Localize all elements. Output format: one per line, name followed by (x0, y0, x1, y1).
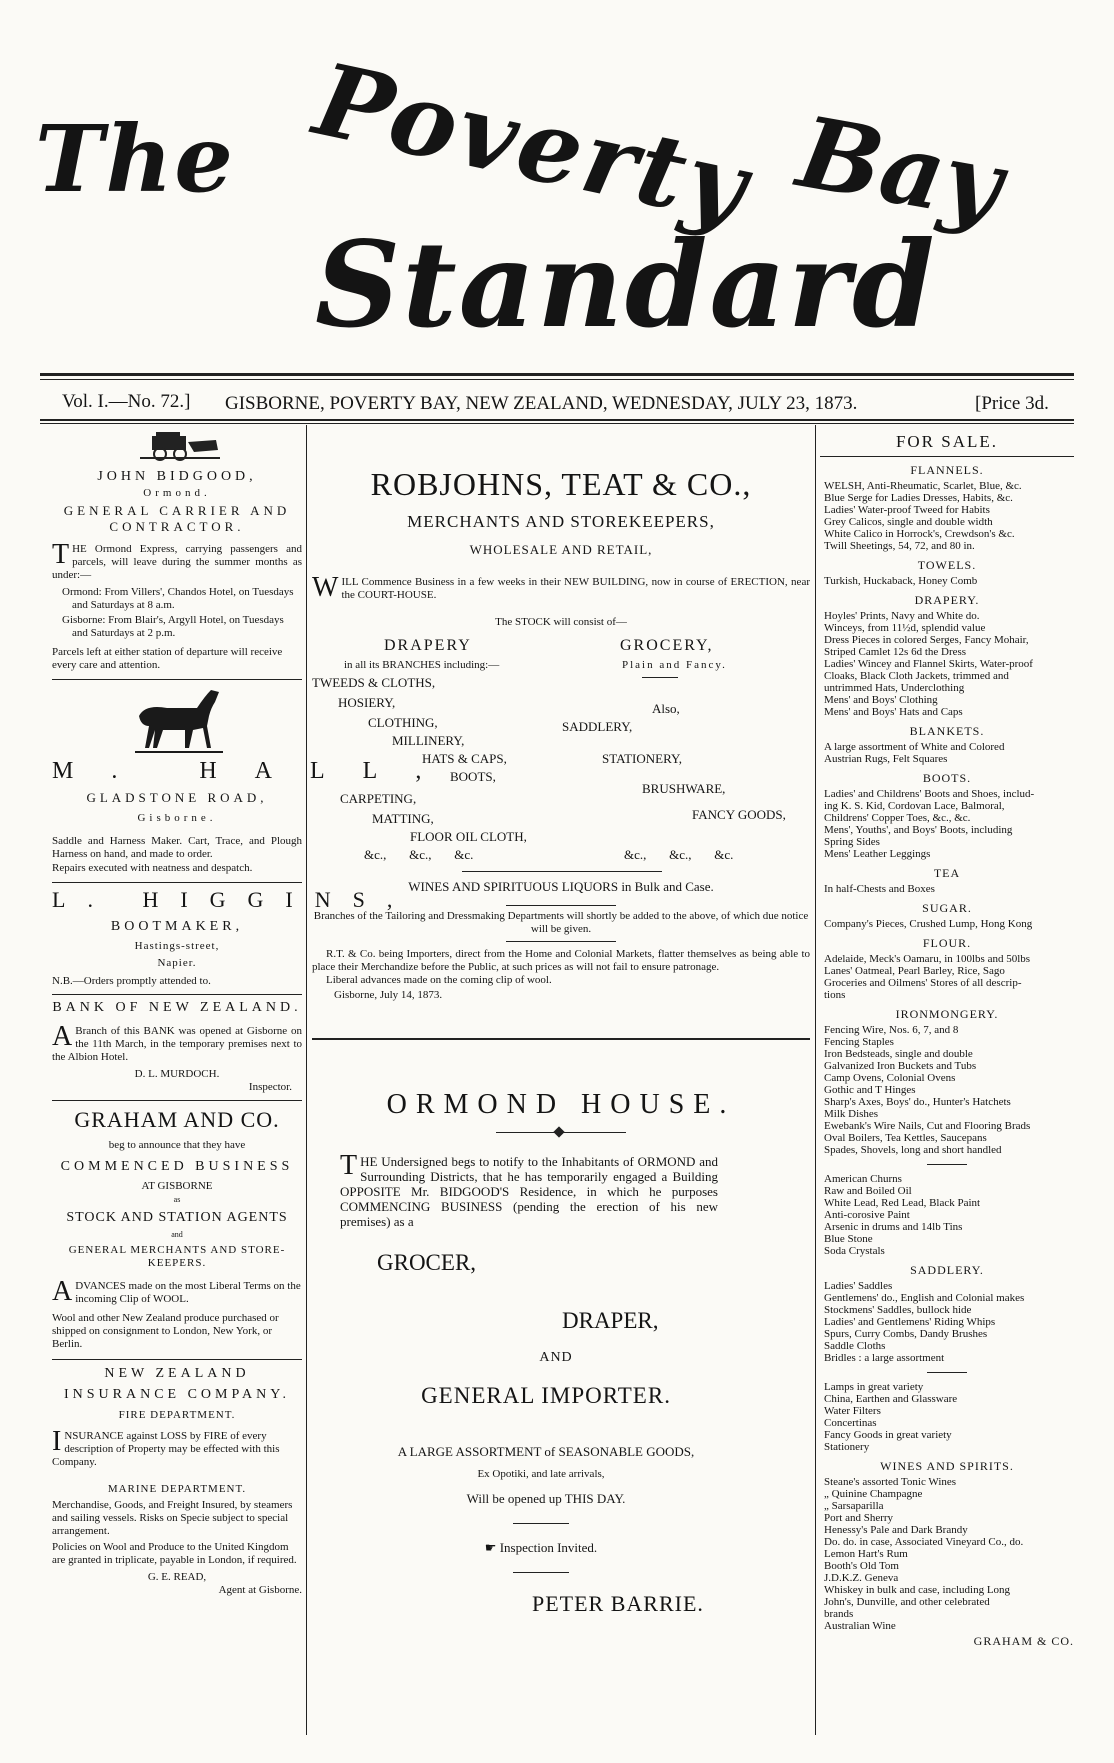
stock-etc1: &c., &c., &c. (364, 847, 474, 862)
ironmongery-list (820, 1024, 1074, 1156)
list-item: Grey Calicos, single and double width (824, 516, 993, 528)
stock-wines: WINES AND SPIRITUOUS LIQUORS in Bulk and Case. (408, 879, 714, 894)
rule (513, 1523, 569, 1524)
stock-boots: BOOTS, (450, 769, 496, 784)
hall-address: GLADSTONE ROAD, (86, 790, 268, 805)
robjohns-title: ROBJOHNS, TEAT & CO., (370, 466, 752, 502)
saddlery-list (820, 1280, 1074, 1364)
list-item: Camp Ovens, Colonial Ovens (824, 1072, 956, 1084)
list-item: Striped Camlet 12s 6d the Dress (824, 646, 967, 658)
list-item: Bridles : a large assortment (824, 1352, 945, 1364)
masthead-bay: Bay (790, 95, 1011, 244)
list-item: Oval Boilers, Tea Kettles, Saucepans (824, 1132, 987, 1144)
masthead-rule-top2 (40, 379, 1074, 380)
rule (52, 994, 302, 995)
hall-body: Saddle and Harness Maker. Cart, Trace, and Plough Harness on hand, and made to order. (52, 835, 302, 860)
towels-heading: TOWELS. (917, 558, 977, 572)
rule (462, 871, 662, 872)
rule (52, 1100, 302, 1101)
wines-heading: WINES AND SPIRITS. (880, 1459, 1014, 1473)
list-item: Austrian Rugs, Felt Squares (824, 753, 948, 765)
flour-heading: FLOUR. (922, 936, 972, 950)
ormond-inspect-row (272, 1540, 810, 1556)
bidgood-line2: Gisborne: From Blair's, Argyll Hotel, on Tuesdays and Saturdays at 2 p.m. (62, 614, 284, 639)
stock-carpeting: CARPETING, (340, 791, 417, 806)
robjohns-sub2: WHOLESALE AND RETAIL, (469, 542, 653, 557)
rule (52, 1359, 302, 1360)
list-item: Twill Sheetings, 54, 72, and 80 in. (824, 540, 975, 552)
list-item: Adelaide, Meck's Oamaru, in 100lbs and 50lbs (824, 953, 1031, 965)
bank-title: BANK OF NEW ZEALAND. (52, 1000, 302, 1015)
bidgood-title: GENERAL CARRIER AND CONTRACTOR. (63, 503, 291, 534)
graham-l5: STOCK AND STATION AGENTS (66, 1210, 288, 1225)
drapery-heading: DRAPERY (384, 637, 472, 654)
insurance-fire: FIRE DEPARTMENT. (118, 1409, 236, 1421)
robjohns-body: WILL Commence Business in a few weeks in their NEW BUILDING, now in course of ERECTION, near the COURT-HOUSE. (312, 572, 810, 603)
hall-foot: Repairs executed with neatness and despatch. (52, 862, 253, 874)
stock-floorcloth: FLOOR OIL CLOTH, (410, 829, 527, 844)
list-item: Childrens' Copper Toes, &c., &c. (824, 812, 971, 824)
list-item: Gothic and T Hinges (824, 1084, 916, 1096)
blankets-list (820, 741, 1074, 765)
rule (506, 905, 616, 906)
list-item: WELSH, Anti-Rheumatic, Scarlet, Blue, &c. (824, 480, 1022, 492)
list-item: Ladies' and Childrens' Boots and Shoes, includ- (824, 788, 1035, 800)
robjohns-date: Gisborne, July 14, 1873. (334, 989, 443, 1001)
ormond-opened: Will be opened up THIS DAY. (466, 1491, 626, 1506)
boots-heading: BOOTS. (922, 771, 972, 785)
grocery-heading: GROCERY, (620, 637, 714, 654)
tea-heading: TEA (933, 866, 961, 880)
bank-role: Inspector. (248, 1081, 292, 1093)
masthead-the: The (35, 105, 235, 213)
rule (927, 1372, 967, 1373)
forsale-title: FOR SALE. (895, 432, 999, 451)
list-item: Mens' and Boys' Hats and Caps (824, 706, 963, 718)
flannels-heading: FLANNELS. (910, 463, 984, 477)
higgins-street: Hastings-street, (134, 940, 220, 952)
robjohns-importers: R.T. & Co. being Importers, direct from the Home and Colonial Markets, flatter themselves as being able to place their Merchandize before the Public, at such prices as will not fail to ensure patronage. (312, 948, 810, 973)
list-item: Winceys, from 11½d, splendid value (824, 622, 986, 634)
saddlery-heading: SADDLERY. (910, 1263, 984, 1277)
list-item: ing K. S. Kid, Cordovan Lace, Balmoral, (824, 800, 1005, 812)
sugar-list (820, 918, 1074, 930)
rule (312, 1038, 810, 1040)
list-item: Concertinas (824, 1417, 877, 1429)
list-item: brands (824, 1608, 854, 1620)
ormond-importer: GENERAL IMPORTER. (421, 1383, 671, 1408)
list-item: Henessy's Pale and Dark Brandy (824, 1524, 968, 1536)
list-item: In half-Chests and Boxes (824, 883, 935, 895)
coach-icon (52, 428, 302, 464)
higgins-trade: BOOTMAKER, (110, 919, 244, 934)
higgins-town: Napier. (157, 957, 197, 969)
insurance-marine-body: Merchandise, Goods, and Freight Insured, by steamers and sailing vessels. Risks on Specie subject to special arrangement. (52, 1499, 293, 1537)
stock-hats: HATS & CAPS, (422, 751, 507, 766)
graham-l1: beg to announce that they have (108, 1139, 246, 1151)
diamond-icon (553, 1126, 564, 1137)
blankets-heading: BLANKETS. (909, 724, 985, 738)
rule (506, 941, 616, 942)
stock-list (312, 633, 810, 899)
stock-clothing: CLOTHING, (368, 715, 438, 730)
list-item: Whiskey in bulk and case, including Long (824, 1584, 1011, 1596)
list-item: Lamps in great variety (824, 1381, 924, 1393)
list-item: Ladies' Wincey and Flannel Skirts, Water-proof (824, 658, 1033, 670)
list-item: Fancy Goods in great variety (824, 1429, 952, 1441)
column-rule-1 (306, 425, 307, 1735)
lamps-list (820, 1381, 1074, 1453)
price: [Price 3d. (975, 393, 1049, 414)
list-item: Milk Dishes (824, 1108, 879, 1120)
boots-list (820, 788, 1074, 860)
masthead-poverty: Poverty (305, 40, 760, 247)
list-item: Do. do. in case, Associated Vineyard Co., do. (824, 1536, 1024, 1548)
bidgood-place: Ormond. (143, 487, 211, 499)
list-item: Water Filters (824, 1405, 881, 1417)
bank-body: ABranch of this BANK was opened at Gisborne on the 11th March, in the temporary premises next to the Albion Hotel. (52, 1021, 302, 1063)
graham-l6: and (171, 1230, 183, 1239)
graham-l3: AT GISBORNE (141, 1180, 213, 1192)
ad-robjohns (312, 464, 810, 1002)
list-item: Groceries and Oilmens' Stores of all descrip- (824, 977, 1022, 989)
list-item: „ Quinine Champagne (824, 1488, 923, 1500)
insurance-t2: INSURANCE COMPANY. (63, 1387, 291, 1402)
list-item: Hoyles' Prints, Navy and White do. (824, 610, 980, 622)
bidgood-foot: Parcels left at either station of departure will receive every care and attention. (52, 646, 283, 671)
rule (927, 1164, 967, 1165)
volume-number: Vol. I.—No. 72.] (62, 391, 191, 412)
list-item: Lanes' Oatmeal, Pearl Barley, Rice, Sago (824, 965, 1005, 977)
stock-etc2: &c., &c., &c. (624, 847, 734, 862)
list-item: Ladies' Saddles (824, 1280, 893, 1292)
towels-list (820, 575, 1074, 587)
list-item: A large assortment of White and Colored (824, 741, 1005, 753)
ormond-ex: Ex Opotiki, and late arrivals, (477, 1468, 605, 1480)
list-item: Galvanized Iron Buckets and Tubs (824, 1060, 977, 1072)
list-item: Mens', Youths', and Boys' Boots, including (824, 824, 1013, 836)
list-item: Ewebank's Wire Nails, Cut and Flooring Brads (824, 1120, 1031, 1132)
drapery-list (820, 610, 1074, 718)
rule (52, 679, 302, 680)
list-item: Stationery (824, 1441, 870, 1453)
list-item: Australian Wine (824, 1620, 896, 1632)
list-item: Anti-corosive Paint (824, 1209, 910, 1221)
bank-sign: D. L. MURDOCH. (134, 1068, 220, 1080)
ormond-body: THE Undersigned begs to notify to the Inhabitants of ORMOND and Surrounding Districts, that he has temporarily engaged a Building OPPOSITE Mr. BIDGOOD'S Residence, in which he purposes COMMENCING BUSINESS (pending the erection of his new premises) as a (340, 1150, 718, 1229)
list-item: China, Earthen and Glassware (824, 1393, 958, 1405)
list-item: Blue Stone (824, 1233, 873, 1245)
list-item: Gentlemens' do., English and Colonial makes (824, 1292, 1025, 1304)
robjohns-tailoring: Branches of the Tailoring and Dressmaking Departments will shortly be added to the above, of which due notice will be given. (313, 910, 809, 935)
list-item: John's, Dunville, and other celebrated (824, 1596, 990, 1608)
dateline-rule2 (40, 423, 1074, 424)
list-item: Soda Crystals (824, 1245, 885, 1257)
column-2 (312, 428, 810, 1617)
graham-l2: COMMENCED BUSINESS (60, 1159, 294, 1174)
bidgood-line1: Ormond: From Villers', Chandos Hotel, on Tuesdays and Saturdays at 8 a.m. (62, 586, 294, 611)
list-item: Raw and Boiled Oil (824, 1185, 912, 1197)
list-item: Iron Bedsteads, single and double (824, 1048, 973, 1060)
stock-hosiery: HOSIERY, (338, 695, 396, 710)
ad-insurance (52, 1365, 302, 1597)
list-item: Booth's Old Tom (824, 1560, 899, 1572)
list-item: Stockmens' Saddles, bullock hide (824, 1304, 972, 1316)
ad-ormond (312, 1088, 810, 1617)
higgins-note: N.B.—Orders promptly attended to. (52, 975, 211, 987)
robjohns-liberal: Liberal advances made on the coming clip of wool. (326, 974, 552, 986)
list-item: Ladies' and Gentlemens' Riding Whips (824, 1316, 996, 1328)
insurance-fire-body: INSURANCE against LOSS by FIRE of every description of Property may be effected with this Company. (52, 1426, 280, 1468)
ormond-draper: DRAPER, (562, 1308, 659, 1333)
stock-tweeds: TWEEDS & CLOTHS, (312, 675, 436, 690)
insurance-policies: Policies on Wool and Produce to the United Kingdom are granted in triplicate, payable in London, if required. (52, 1541, 297, 1566)
list-item: Dress Pieces in colored Serges, Fancy Mohair, (824, 634, 1029, 646)
list-item: Turkish, Huckaback, Honey Comb (824, 575, 978, 587)
list-item: J.D.K.Z. Geneva (824, 1572, 899, 1584)
robjohns-sub1: MERCHANTS AND STOREKEEPERS, (407, 512, 715, 531)
pointing-hand-icon: ☛ (484, 1540, 497, 1555)
stock-fancy: FANCY GOODS, (692, 807, 786, 822)
list-item: Ladies' Water-proof Tweed for Habits (824, 504, 990, 516)
list-item: Sharp's Axes, Boys' do., Hunter's Hatchets (824, 1096, 1011, 1108)
stock-brushware: BRUSHWARE, (642, 781, 726, 796)
wines-list (820, 1476, 1074, 1632)
list-item: American Churns (824, 1173, 902, 1185)
list-item: Port and Sherry (824, 1512, 894, 1524)
stock-saddlery: SADDLERY, (562, 719, 633, 734)
column-rule-2 (815, 425, 816, 1735)
graham-sign: GRAHAM & CO. (973, 1634, 1074, 1648)
list-item: tions (824, 989, 846, 1001)
stock-stationery: STATIONERY, (602, 751, 682, 766)
graham-wool: Wool and other New Zealand produce purchased or shipped on consignment to London, New York, or Berlin. (52, 1312, 279, 1350)
list-item: Mens' and Boys' Clothing (824, 694, 938, 706)
insurance-role: Agent at Gisborne. (218, 1584, 302, 1596)
dateline-rule (40, 419, 1074, 421)
ironmongery-heading: IRONMONGERY. (895, 1007, 999, 1021)
list-item: Fencing Staples (824, 1036, 894, 1048)
robjohns-stock: The STOCK will consist of— (495, 616, 627, 628)
list-item: untrimmed Hats, Underclothing (824, 682, 965, 694)
list-item: Steane's assorted Tonic Wines (824, 1476, 957, 1488)
higgins-name: L. HIGGINS, (52, 887, 415, 912)
ormond-grocer: GROCER, (377, 1250, 477, 1275)
tea-list (820, 883, 1074, 895)
place-date: GISBORNE, POVERTY BAY, NEW ZEALAND, WEDNESDAY, JULY 23, 1873. (225, 393, 858, 414)
insurance-sign: G. E. READ, (147, 1571, 207, 1583)
rule (52, 882, 302, 883)
stock-matting: MATTING, (372, 811, 434, 826)
drapery-heading: DRAPERY. (914, 593, 980, 607)
masthead-rule-top (40, 373, 1074, 376)
ad-higgins (52, 887, 415, 988)
ornament-rule (496, 1128, 626, 1138)
graham-advances: ADVANCES made on the most Liberal Terms on the incoming Clip of WOOL. (52, 1276, 301, 1307)
list-item: White Lead, Red Lead, Black Paint (824, 1197, 981, 1209)
list-item: Cloaks, Black Cloth Jackets, trimmed and (824, 670, 1009, 682)
insurance-marine: MARINE DEPARTMENT. (107, 1483, 247, 1495)
drapery-branches: in all its BRANCHES including:— (344, 659, 500, 671)
list-item: Company's Pieces, Crushed Lump, Hong Kong (824, 918, 1033, 930)
list-item: Saddle Cloths (824, 1340, 886, 1352)
sugar-heading: SUGAR. (922, 901, 972, 915)
list-item: Spurs, Curry Combs, Dandy Brushes (824, 1328, 988, 1340)
rule (513, 1572, 569, 1573)
list-item: Arsenic in drums and 14lb Tins (824, 1221, 963, 1233)
stock-millinery: MILLINERY, (392, 733, 465, 748)
ormond-title: ORMOND HOUSE. (386, 1089, 736, 1120)
list-item: White Calico in Horrock's, Crewdson's &c. (824, 528, 1015, 540)
masthead (0, 0, 1114, 370)
list-item: Fencing Wire, Nos. 6, 7, and 8 (824, 1024, 959, 1036)
horse-icon (52, 686, 302, 758)
ormond-assort: A LARGE ASSORTMENT of SEASONABLE GOODS, (397, 1444, 695, 1459)
misc-list (820, 1173, 1074, 1257)
masthead-standard: Standard (315, 215, 937, 354)
ad-bidgood (52, 428, 302, 672)
ad-graham (52, 1107, 302, 1351)
rule (642, 677, 678, 678)
insurance-t1: NEW ZEALAND (104, 1366, 250, 1381)
list-item: Spades, Shovels, long and short handled (824, 1144, 1002, 1156)
grocery-plain: Plain and Fancy. (622, 659, 727, 671)
list-item: Mens' Leather Leggings (824, 848, 931, 860)
bidgood-body: THE Ormond Express, carrying passengers and parcels, will leave during the summer months as under:— (52, 539, 302, 581)
flour-list (820, 953, 1074, 1001)
flannels-list (820, 480, 1074, 552)
hall-name: M. HALL, (52, 758, 460, 784)
hall-town: Gisborne. (137, 812, 217, 824)
ormond-and: AND (539, 1350, 573, 1365)
ormond-sign: PETER BARRIE. (532, 1591, 704, 1616)
list-item: Lemon Hart's Rum (824, 1548, 908, 1560)
graham-l4: as (173, 1195, 181, 1204)
ad-bank (52, 999, 302, 1094)
ormond-inspect: Inspection Invited. (499, 1540, 598, 1555)
list-item: „ Sarsaparilla (824, 1500, 884, 1512)
bidgood-name: JOHN BIDGOOD, (97, 469, 257, 484)
graham-l7: GENERAL MERCHANTS AND STORE-KEEPERS. (68, 1244, 286, 1269)
column-3 (820, 428, 1074, 1648)
list-item: Blue Serge for Ladies Dresses, Habits, &c. (824, 492, 1013, 504)
rule (820, 456, 1074, 457)
stock-also: Also, (652, 701, 680, 716)
graham-title: GRAHAM AND CO. (74, 1107, 280, 1132)
list-item: Spring Sides (824, 836, 880, 848)
